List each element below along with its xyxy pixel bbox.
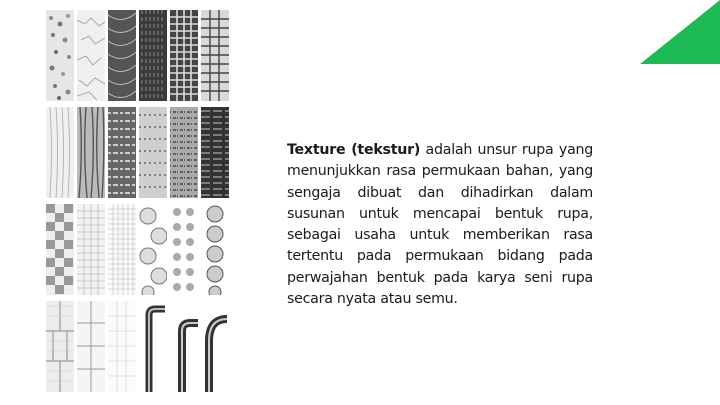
texture-tile-checkerboard bbox=[46, 204, 74, 295]
texture-tile-domes bbox=[201, 204, 229, 295]
texture-tile-linen bbox=[108, 301, 136, 392]
texture-tile-studs bbox=[170, 204, 198, 295]
texture-tile-cracks bbox=[77, 10, 105, 101]
texture-tile-fine-grid bbox=[108, 204, 136, 295]
texture-tile-streaks bbox=[201, 107, 229, 198]
texture-tile-sponge bbox=[139, 107, 167, 198]
green-corner-triangle bbox=[640, 0, 720, 64]
texture-tile-dark-fibers bbox=[108, 10, 136, 101]
texture-tile-large-circles bbox=[139, 204, 167, 295]
texture-tile-pipe-3 bbox=[201, 301, 229, 392]
texture-tile-speckle bbox=[108, 107, 136, 198]
texture-tile-noise bbox=[170, 107, 198, 198]
texture-tile-fur bbox=[139, 10, 167, 101]
texture-tile-bark bbox=[77, 107, 105, 198]
texture-tile-grid bbox=[170, 10, 198, 101]
texture-tile-pipe-1 bbox=[139, 301, 167, 392]
texture-samples-image bbox=[46, 10, 228, 400]
texture-tile-planks bbox=[46, 301, 74, 392]
texture-tile-weave bbox=[77, 301, 105, 392]
definition-text: adalah unsur rupa yang menunjukkan rasa permukaan bahan, yang sengaja dibuat dan dihadirkan dalam susunan untuk mencapai bentuk rupa, sebagai usaha untuk memberikan rasa tertentu pada permukaan bidang pada perwajahan bentuk pada karya seni rupa secara nyata atau semu. bbox=[287, 142, 594, 308]
green-triangle-shape bbox=[640, 0, 720, 64]
texture-tile-tiles bbox=[201, 10, 229, 101]
definition-term: Texture (tekstur) bbox=[287, 142, 421, 158]
texture-tile-bricks bbox=[77, 204, 105, 295]
texture-tile-pebbles bbox=[46, 10, 74, 101]
texture-tile-pipe-2 bbox=[170, 301, 198, 392]
texture-tile-wood-grain bbox=[46, 107, 74, 198]
texture-definition-paragraph bbox=[287, 140, 593, 310]
